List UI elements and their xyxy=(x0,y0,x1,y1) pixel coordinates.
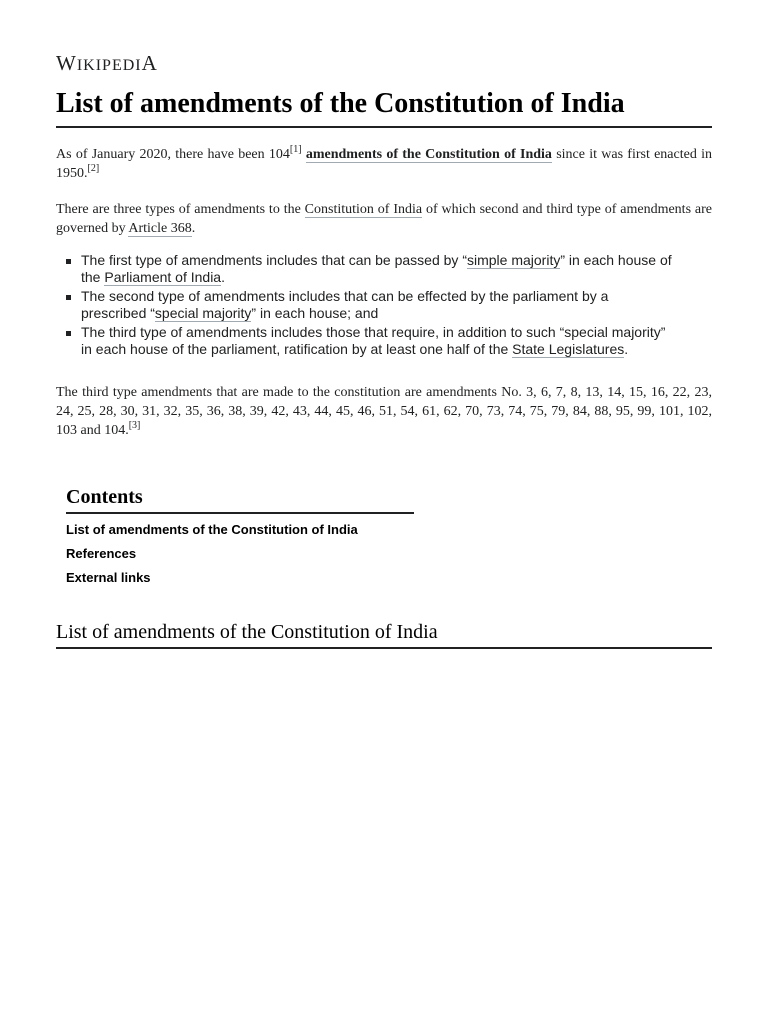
reference-1-link[interactable]: [1] xyxy=(289,144,302,155)
reference-1[interactable] xyxy=(290,144,302,155)
wordmark-letters-middle: IKIPEDI xyxy=(76,57,142,74)
parliament-of-india-link[interactable]: Parliament of India xyxy=(104,269,222,285)
toc-heading: Contents xyxy=(66,484,414,514)
toc-item-external-links[interactable]: External links xyxy=(66,570,151,585)
list-item xyxy=(66,324,676,358)
constitution-of-india-link[interactable]: Constitution of India xyxy=(304,202,423,217)
page-title: List of amendments of the Constitution of India xyxy=(56,86,712,128)
list-item xyxy=(66,288,676,322)
table-of-contents xyxy=(66,484,414,590)
reference-3[interactable] xyxy=(129,420,141,431)
wordmark-letter-first: W xyxy=(56,51,77,75)
bullet-text-after: . xyxy=(624,341,629,357)
bullet-icon xyxy=(66,331,71,336)
third-type-paragraph xyxy=(56,383,712,440)
toc-item-references[interactable]: References xyxy=(66,546,137,561)
article-368-link[interactable]: Article 368 xyxy=(128,221,192,236)
simple-majority-link[interactable]: simple majority xyxy=(466,252,561,268)
wordmark-letter-last: A xyxy=(141,51,158,75)
intro-paragraph xyxy=(56,145,712,183)
bullet-icon xyxy=(66,259,71,264)
reference-2[interactable] xyxy=(88,163,100,174)
reference-3-link[interactable]: [3] xyxy=(128,420,141,431)
bullet-text-after: ” in each house; and xyxy=(251,305,379,321)
types-text-middle: of which second and third type of amendments are governed by xyxy=(56,202,712,236)
types-text: There are three types of amendments to the xyxy=(56,202,305,217)
types-text-after: . xyxy=(191,221,196,236)
special-majority-link[interactable]: special majority xyxy=(154,305,252,321)
bullet-text: The first type of amendments includes that can be passed by “ xyxy=(81,252,467,268)
list-item xyxy=(66,252,676,286)
bullet-icon xyxy=(66,295,71,300)
state-legislatures-link[interactable]: State Legislatures xyxy=(512,341,625,357)
bullet-text-middle: ” in each house of the xyxy=(81,252,672,285)
amendment-types-list xyxy=(66,252,676,360)
section-heading: List of amendments of the Constitution of India xyxy=(56,619,712,649)
reference-2-link[interactable]: [2] xyxy=(87,163,100,174)
third-type-text: The third type amendments that are made to the constitution are amendments No. 3, 6, 7, 8, 13, 14, 15, 16, 22, 23, 24, 25, 28, 30, 31, 32, 35, 36, 38, 39, 42, 43, 44, 45, 46, 51, 54, 61, 62, 70, 73, 74, 75, 79, 84, 88, 95, 99, 101, 102, 103 and 104. xyxy=(56,385,712,438)
toc-item-list-of-amendments[interactable]: List of amendments of the Constitution of India xyxy=(66,522,358,537)
intro-text-after: since it was first enacted in 1950. xyxy=(56,147,712,181)
toc-list xyxy=(66,518,414,590)
amendments-link[interactable]: amendments of the Constitution of India xyxy=(305,147,552,162)
bullet-text: The second type of amendments includes that can be effected by the parliament by a prescribed “ xyxy=(81,288,609,321)
intro-text: As of January 2020, there have been 104 xyxy=(56,147,290,162)
bullet-text: The third type of amendments includes those that require, in addition to such “special majority” in each house of the parliament, ratification by at least one half of the xyxy=(81,324,666,357)
wikipedia-wordmark[interactable] xyxy=(56,51,158,78)
types-paragraph xyxy=(56,200,712,238)
bullet-text-after: . xyxy=(221,269,225,285)
